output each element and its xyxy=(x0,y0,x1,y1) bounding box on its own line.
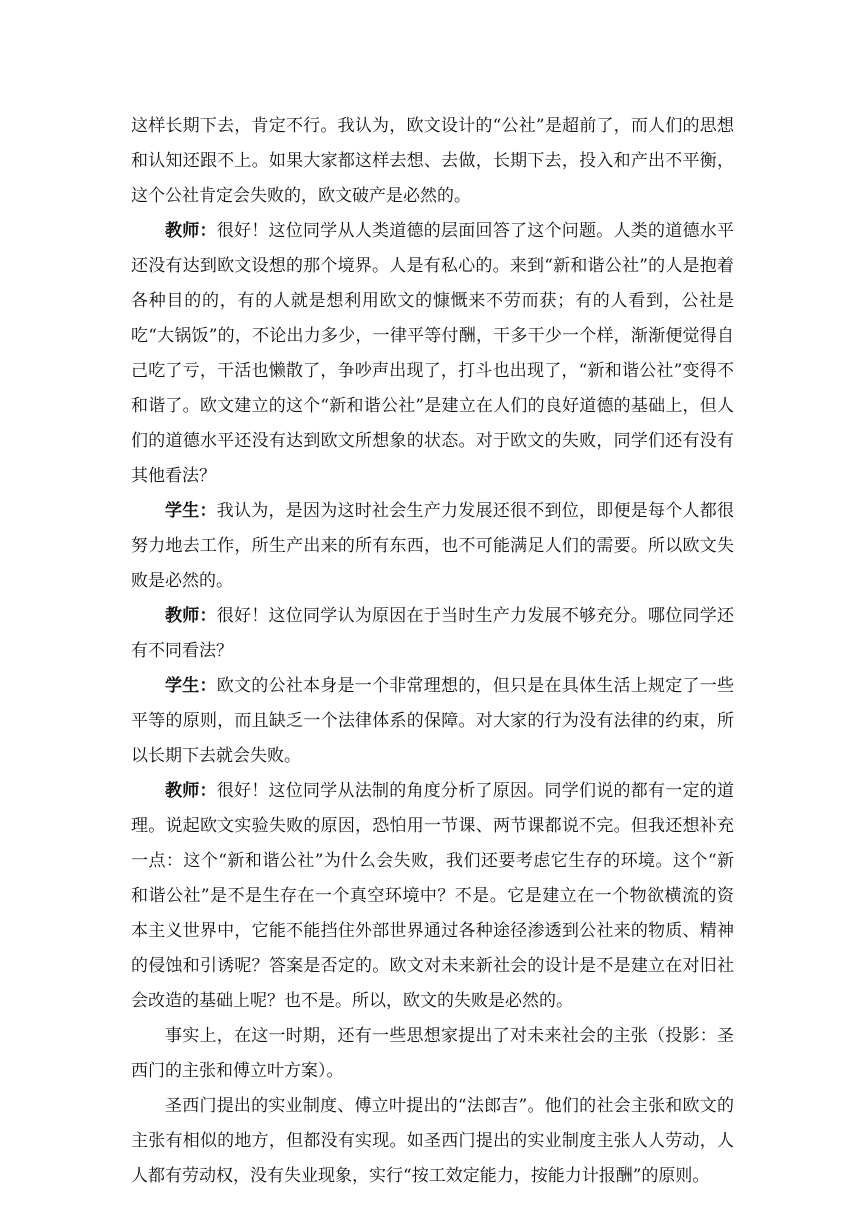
speaker-label: 教师： xyxy=(165,781,217,801)
paragraph-text: 这样长期下去，肯定不行。我认为，欧文设计的“公社”是超前了，而人们的思想和认知还跟不上。如果大家都这样去想、去做，长期下去，投入和产出不平衡，这个公社肯定会失败的，欧文破产是必然的。 xyxy=(131,116,734,206)
paragraph-text: 事实上，在这一时期，还有一些思想家提出了对未来社会的主张（投影：圣西门的主张和傅立叶方案）。 xyxy=(131,1026,734,1081)
paragraph-text: 圣西门提出的实业制度、傅立叶提出的“法郎吉”。他们的社会主张和欧文的主张有相似的地方，但都没有实现。如圣西门提出的实业制度主张人人劳动，人人都有劳动权，没有失业现象，实行“按工效定能力，按能力计报酬”的原则。 xyxy=(131,1096,734,1186)
speaker-label: 学生： xyxy=(165,501,217,521)
speaker-label: 教师： xyxy=(165,221,217,241)
paragraph-student-reply xyxy=(131,494,734,599)
paragraph-teacher-reply xyxy=(131,214,734,494)
paragraph-text: 很好！这位同学从法制的角度分析了原因。同学们说的都有一定的道理。说起欧文实验失败的原因，恐怕用一节课、两节课都说不完。但我还想补充一点：这个“新和谐公社”为什么会失败，我们还要考虑它生存的环境。这个“新和谐公社”是不是生存在一个真空环境中？不是。它是建立在一个物欲横流的资本主义世界中，它能不能挡住外部世界通过各种途径渗透到公社来的物质、精神的侵蚀和引诱呢？答案是否定的。欧文对未来新社会的设计是不是建立在对旧社会改造的基础上呢？也不是。所以，欧文的失败是必然的。 xyxy=(131,781,734,1011)
speaker-label: 学生： xyxy=(165,676,217,696)
paragraph-teacher-reply xyxy=(131,774,734,1019)
paragraph-text: 很好！这位同学从人类道德的层面回答了这个问题。人类的道德水平还没有达到欧文设想的那个境界。人是有私心的。来到“新和谐公社”的人是抱着各种目的的，有的人就是想利用欧文的慷慨来不劳而获；有的人看到，公社是吃“大锅饭”的，不论出力多少，一律平等付酬，干多干少一个样，渐渐便觉得自己吃了亏，干活也懒散了，争吵声出现了，打斗也出现了，“新和谐公社”变得不和谐了。欧文建立的这个“新和谐公社”是建立在人们的良好道德的基础上，但人们的道德水平还没有达到欧文所想象的状态。对于欧文的失败，同学们还有没有其他看法？ xyxy=(131,221,734,486)
speaker-label: 教师： xyxy=(165,606,217,626)
paragraph-text: 我认为，是因为这时社会生产力发展还很不到位，即便是每个人都很努力地去工作，所生产出来的所有东西，也不可能满足人们的需要。所以欧文失败是必然的。 xyxy=(131,501,734,591)
paragraph-narration xyxy=(131,1089,734,1194)
paragraph-narration xyxy=(131,1019,734,1089)
paragraph-teacher-reply xyxy=(131,599,734,669)
paragraph-student-reply xyxy=(131,669,734,774)
document-page xyxy=(131,109,734,1194)
paragraph-text: 很好！这位同学认为原因在于当时生产力发展不够充分。哪位同学还有不同看法？ xyxy=(131,606,734,661)
paragraph-text: 欧文的公社本身是一个非常理想的，但只是在具体生活上规定了一些平等的原则，而且缺乏一个法律体系的保障。对大家的行为没有法律的约束，所以长期下去就会失败。 xyxy=(131,676,734,766)
paragraph-continuation xyxy=(131,109,734,214)
